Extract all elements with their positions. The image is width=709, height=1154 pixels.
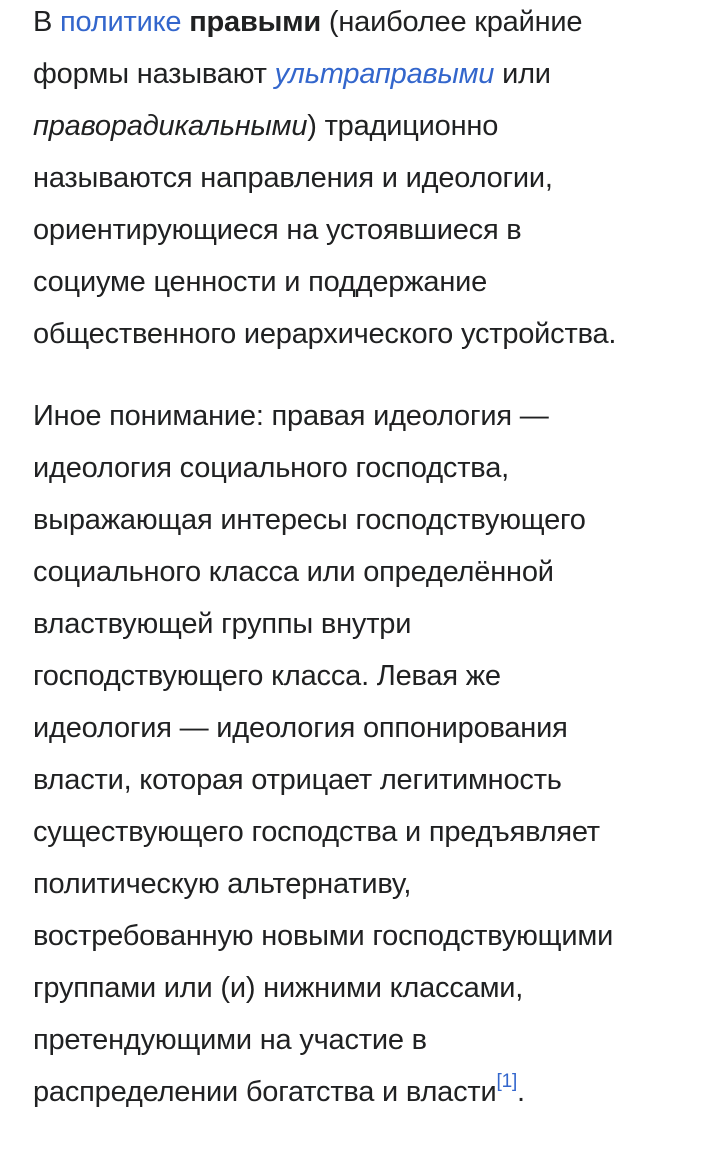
text-line: называются направления и идеологии, [33, 162, 553, 194]
text-line: претендующими на участие в [33, 1024, 427, 1056]
text-segment: В [33, 6, 60, 38]
text-line: востребованную новыми господствующими [33, 920, 614, 952]
paragraph-alternative-view [33, 390, 705, 1118]
text-segment: ) традиционно [307, 110, 499, 142]
text-segment: . [517, 1076, 525, 1108]
text-line: выражающая интересы господствующего [33, 504, 586, 536]
reference-link[interactable]: [1] [496, 1071, 518, 1092]
text-line: властвующей группы внутри [33, 608, 412, 640]
text-segment: или [494, 58, 551, 90]
italic-term-radical: праворадикальными [33, 110, 308, 142]
link-politics[interactable]: политике [60, 6, 182, 38]
text-line [33, 0, 705, 48]
text-line: идеология социального господства, [33, 452, 509, 484]
text-line [33, 100, 705, 152]
paragraph-definition [33, 0, 705, 360]
bold-term-right: правыми [189, 6, 322, 38]
text-line: существующего господства и предъявляет [33, 816, 600, 848]
text-line: Иное понимание: правая идеология — [33, 400, 549, 432]
text-line: политическую альтернативу, [33, 868, 412, 900]
link-ultraright[interactable]: ультраправыми [274, 58, 495, 90]
text-line: идеология — идеология оппонирования [33, 712, 568, 744]
text-line: группами или (и) нижними классами, [33, 972, 524, 1004]
text-line: социального класса или определённой [33, 556, 554, 588]
text-line: господствующего класса. Левая же [33, 660, 501, 692]
text-line: власти, которая отрицает легитимность [33, 764, 562, 796]
text-line: общественного иерархического устройства. [33, 318, 617, 350]
text-line [33, 1066, 705, 1118]
text-line: ориентирующиеся на устоявшиеся в [33, 214, 522, 246]
reference-footnote-1[interactable] [497, 1071, 518, 1092]
text-segment: формы называют [33, 58, 275, 90]
text-segment: распределении богатства и власти [33, 1076, 497, 1108]
article-body [33, 0, 705, 1118]
text-line [33, 48, 705, 100]
text-line: социуме ценности и поддержание [33, 266, 488, 298]
text-segment: (наиболее крайние [321, 6, 583, 38]
